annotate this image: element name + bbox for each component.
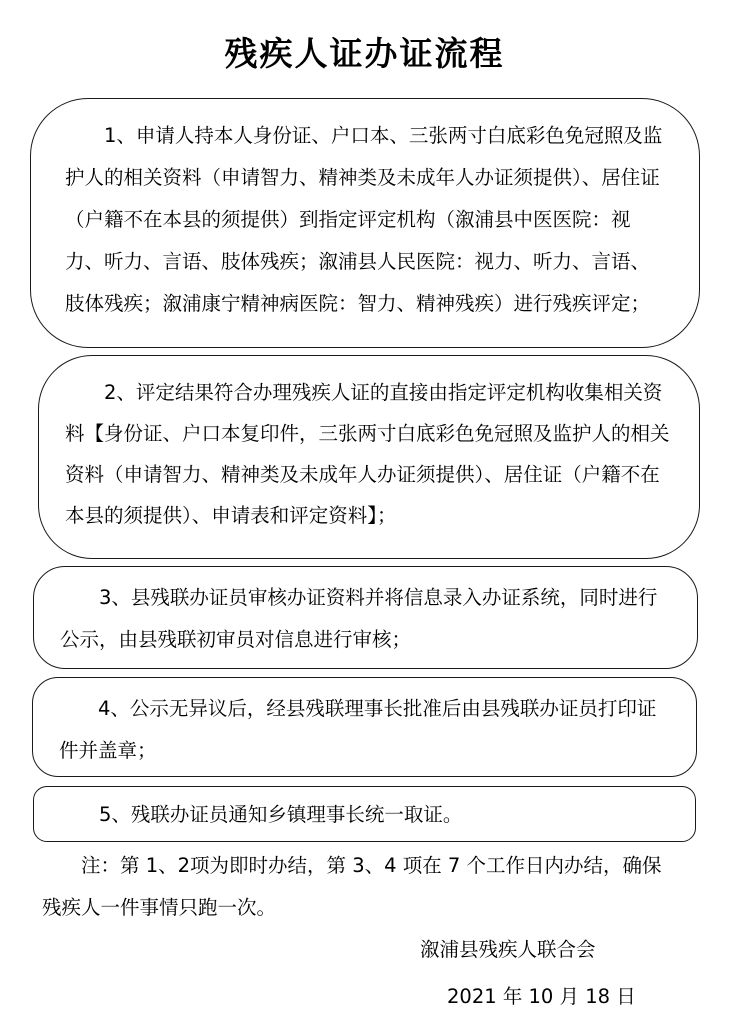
step-1-text: 1、申请人持本人身份证、户口本、三张两寸白底彩色免冠照及监护人的相关资料（申请智力、精神类及未成年人办证须提供）、居住证（户籍不在本县的须提供）到指定评定机构（溆浦县中医医院：视力、听力、言语、肢体残疾；溆浦县人民医院：视力、听力、言语、肢体残疾；溆浦康宁精神病医院：智力、精神残疾）进行残疾评定；	[65, 124, 663, 315]
step-5-box	[33, 786, 696, 842]
step-4-box	[32, 677, 697, 777]
step-2-box	[38, 355, 700, 559]
step-3-text: 3、县残联办证员审核办证资料并将信息录入办证系统，同时进行公示，由县残联初审员对信息进行审核；	[60, 586, 658, 651]
organization-signature: 溆浦县残疾人联合会	[420, 938, 596, 961]
step-5-text: 5、残联办证员通知乡镇理事长统一取证。	[99, 803, 463, 826]
note-text: 注：第 1、2项为即时办结，第 3、4 项在 7 个工作日内办结，确保残疾人一件事情只跑一次。	[42, 854, 662, 919]
step-2-text: 2、评定结果符合办理残疾人证的直接由指定评定机构收集相关资料【身份证、户口本复印件，三张两寸白底彩色免冠照及监护人的相关资料（申请智力、精神类及未成年人办证须提供）、居住证（户籍不在本县的须提供）、申请表和评定资料】；	[65, 381, 670, 527]
issue-date: 2021 年 10 月 18 日	[447, 985, 636, 1008]
step-3-box	[33, 566, 698, 669]
step-1-box	[30, 98, 700, 348]
step-4-text: 4、公示无异议后，经县残联理事长批准后由县残联办证员打印证件并盖章；	[59, 697, 657, 762]
page-title: 残疾人证办证流程	[224, 34, 505, 73]
